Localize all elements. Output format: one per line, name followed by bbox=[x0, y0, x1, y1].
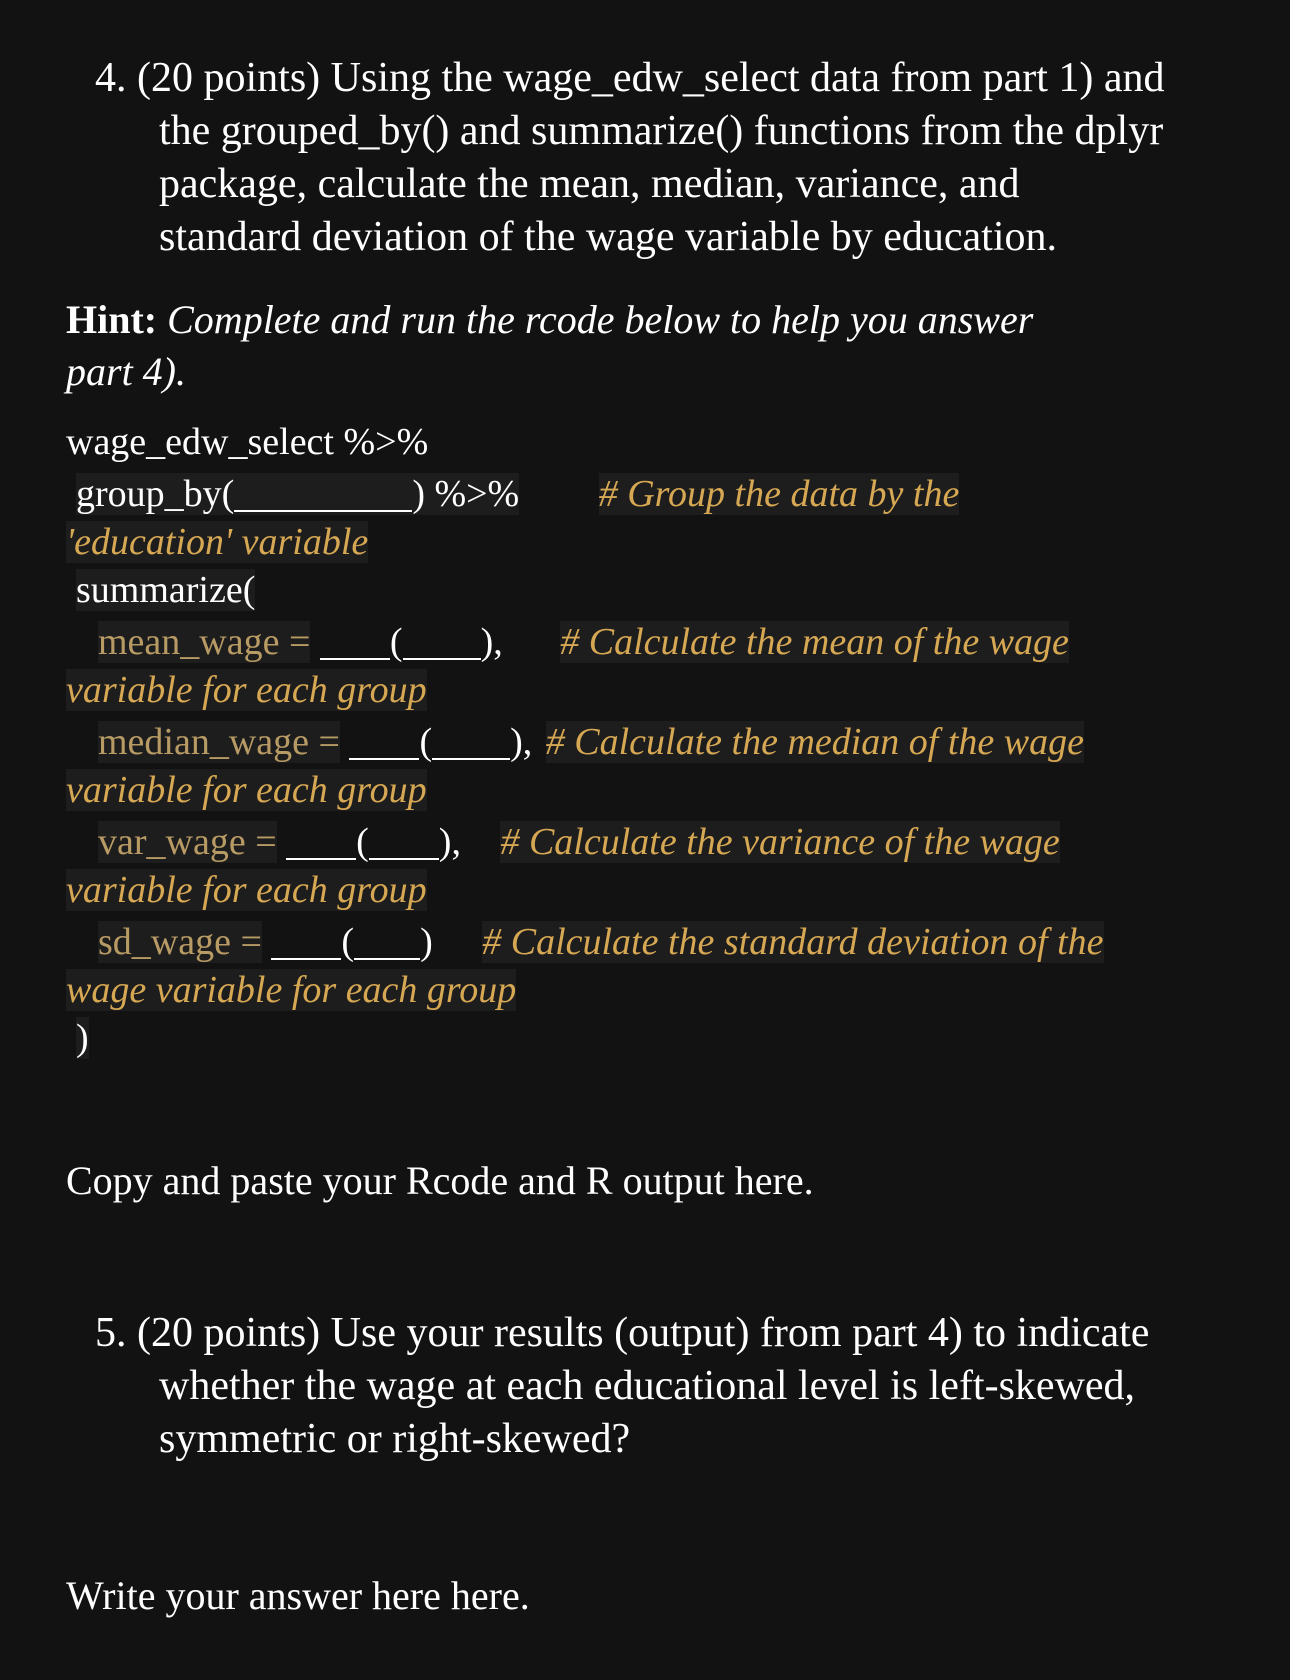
mean-comment: # Calculate the mean of the wage bbox=[560, 621, 1069, 663]
code-line-sd-cont bbox=[66, 966, 1104, 1014]
code-line-var bbox=[66, 814, 1104, 866]
question-5-line-2: whether the wage at each educational level is left-skewed, bbox=[159, 1363, 1136, 1409]
mean-function-blank[interactable] bbox=[320, 620, 390, 660]
var-comment: # Calculate the variance of the wage bbox=[500, 821, 1060, 863]
answer-prompt-4: Copy and paste your Rcode and R output here. bbox=[66, 1158, 814, 1203]
question-4-line-1: 4. (20 points) Using the wage_edw_select data from part 1) and bbox=[95, 55, 1165, 101]
median-close-paren: ), bbox=[510, 721, 533, 763]
mean-arg-blank[interactable] bbox=[403, 620, 481, 660]
var-label: var_wage = bbox=[98, 821, 277, 863]
mean-open-paren: ( bbox=[389, 621, 403, 663]
group-by-blank[interactable] bbox=[234, 472, 412, 512]
code-line-mean-cont bbox=[66, 666, 1104, 714]
code-group-by-suffix: ) %>% bbox=[412, 473, 520, 515]
group-comment: # Group the data by the bbox=[598, 473, 960, 515]
answer-prompt-5: Write your answer here here. bbox=[66, 1573, 530, 1618]
code-block bbox=[66, 418, 1104, 1062]
sd-arg-blank[interactable] bbox=[354, 920, 420, 960]
question-4 bbox=[95, 52, 1165, 264]
median-comment-cont: variable for each group bbox=[66, 769, 427, 811]
mean-comment-cont: variable for each group bbox=[66, 669, 427, 711]
code-line-mean bbox=[66, 614, 1104, 666]
code-summarize: summarize( bbox=[76, 569, 256, 611]
sd-close-paren: ) bbox=[420, 921, 433, 963]
var-close-paren: ), bbox=[438, 821, 461, 863]
var-open-paren: ( bbox=[356, 821, 369, 863]
median-open-paren: ( bbox=[419, 721, 433, 763]
code-line-group-by bbox=[66, 466, 1104, 518]
code-group-by-prefix: group_by( bbox=[76, 473, 235, 515]
hint bbox=[66, 294, 1033, 398]
sd-function-blank[interactable] bbox=[271, 920, 341, 960]
question-5-line-1: 5. (20 points) Use your results (output) from part 4) to indicate bbox=[95, 1310, 1150, 1356]
mean-close-paren: ), bbox=[480, 621, 503, 663]
hint-text-2: part 4). bbox=[66, 349, 186, 394]
question-4-line-4: standard deviation of the wage variable by education. bbox=[159, 214, 1057, 260]
code-line-close bbox=[66, 1014, 1104, 1062]
group-comment-cont: 'education' variable bbox=[66, 521, 369, 563]
mean-label: mean_wage = bbox=[98, 621, 311, 663]
sd-comment-cont: wage variable for each group bbox=[66, 969, 517, 1011]
question-5 bbox=[95, 1307, 1149, 1466]
code-line-sd bbox=[66, 914, 1104, 966]
sd-open-paren: ( bbox=[341, 921, 355, 963]
sd-label: sd_wage = bbox=[98, 921, 262, 963]
code-line-median-cont bbox=[66, 766, 1104, 814]
code-close-paren: ) bbox=[76, 1017, 89, 1059]
code-line-median bbox=[66, 714, 1104, 766]
var-function-blank[interactable] bbox=[286, 820, 356, 860]
code-line-summarize bbox=[66, 566, 1104, 614]
sd-comment: # Calculate the standard deviation of the bbox=[482, 921, 1104, 963]
code-line-group-comment-cont bbox=[66, 518, 1104, 566]
median-function-blank[interactable] bbox=[349, 720, 419, 760]
question-5-line-3: symmetric or right-skewed? bbox=[159, 1416, 631, 1462]
median-label: median_wage = bbox=[98, 721, 340, 763]
question-4-line-2: the grouped_by() and summarize() functions from the dplyr bbox=[159, 108, 1164, 154]
code-line-pipe bbox=[66, 418, 1104, 466]
var-comment-cont: variable for each group bbox=[66, 869, 427, 911]
hint-text-1: Complete and run the rcode below to help you answer bbox=[167, 297, 1034, 342]
var-arg-blank[interactable] bbox=[369, 820, 439, 860]
hint-label: Hint: bbox=[66, 297, 158, 342]
median-arg-blank[interactable] bbox=[432, 720, 510, 760]
median-comment: # Calculate the median of the wage bbox=[545, 721, 1084, 763]
code-wage-select: wage_edw_select %>% bbox=[66, 421, 429, 463]
question-4-line-3: package, calculate the mean, median, variance, and bbox=[159, 161, 1020, 207]
code-line-var-cont bbox=[66, 866, 1104, 914]
